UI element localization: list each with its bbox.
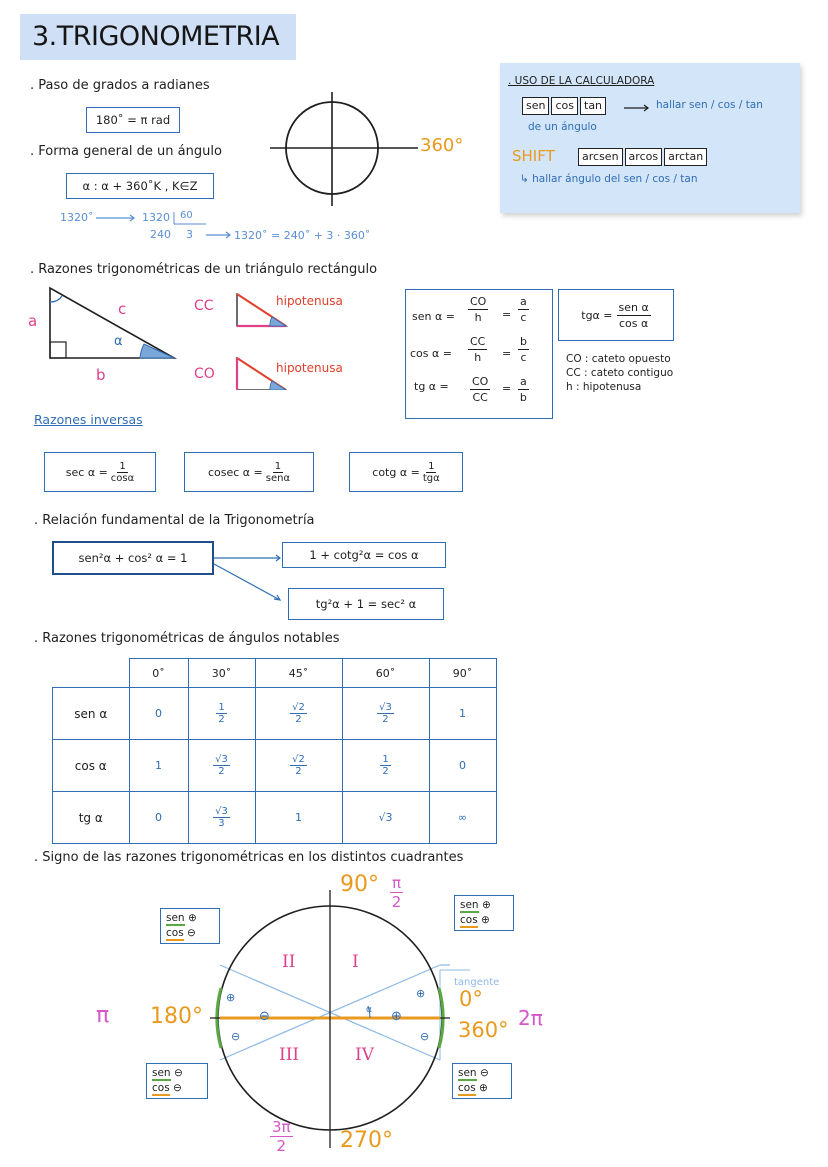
quadIV-cos-sign: ⊕ [479, 1082, 488, 1094]
table-cell [255, 740, 342, 792]
legend-co: CO : cateto opuesto [566, 353, 671, 365]
table-header-cell [53, 659, 130, 688]
table-header-cell: 45˚ [255, 659, 342, 688]
table-header-row [53, 659, 497, 688]
tg-box-num: sen α [618, 300, 649, 314]
table-row [53, 740, 497, 792]
table-cell: 0 [129, 688, 188, 740]
angle-alpha-shade [140, 344, 174, 358]
quadIV-cos: cos [458, 1082, 476, 1094]
sign-minus-III: ⊖ [231, 1030, 241, 1043]
hyp-label-1: hipotenusa [276, 294, 343, 308]
tg-den2: b [519, 391, 527, 404]
side-c: c [118, 300, 127, 318]
quadrant-IV: IV [355, 1045, 374, 1065]
box-tg-identity: tg²α + 1 = sec² α [288, 588, 444, 620]
label-180-deg: 180° [150, 1004, 203, 1029]
table-cell: ∞ [429, 792, 496, 844]
sen-den: h [474, 311, 482, 324]
cotg-lhs: cotg α = [372, 465, 420, 479]
division-dividend: 1320 [142, 211, 170, 224]
quadII-sen-sign: ⊕ [187, 912, 197, 924]
sen-lhs: sen α = [412, 310, 455, 323]
table-cell [188, 688, 255, 740]
cos-num2: b [520, 335, 527, 348]
table-cell [342, 740, 429, 792]
table-cell: 0 [129, 792, 188, 844]
key-tan: tan [580, 97, 606, 115]
legend-h: h : hipotenusa [566, 381, 642, 393]
label-360-deg: 360° [458, 1018, 509, 1042]
tg-num2: a [520, 375, 527, 388]
shift-label: SHIFT [512, 147, 555, 165]
cos-den: h [474, 351, 482, 364]
cos-eq: = [502, 347, 512, 360]
fraction-den: 2 [218, 766, 225, 777]
label-cc: CC [194, 298, 214, 314]
table-row [53, 792, 497, 844]
alpha-label: α [366, 1005, 372, 1015]
table-header-cell: 0˚ [129, 659, 188, 688]
side-a: a [28, 312, 38, 330]
key-arcsen: arcsen [578, 148, 623, 166]
box-forma-general: α : α + 360˚K , K∈Z [66, 173, 214, 199]
angle-alpha: α [114, 334, 123, 349]
cosec-lhs: cosec α = [207, 465, 263, 479]
box-fundamental: sen²α + cos² α = 1 [52, 541, 214, 575]
table-cell [255, 688, 342, 740]
fraction [290, 702, 307, 725]
box-cotg-identity: 1 + cotg²α = cos α [282, 542, 446, 568]
quadrant-II: II [282, 952, 296, 972]
fraction [213, 806, 230, 829]
keys-note-2: de un ángulo [528, 121, 597, 133]
quadIV-sen-sign: ⊖ [479, 1067, 489, 1079]
division-quotient: 3 [186, 228, 193, 241]
label-co: CO [194, 366, 215, 382]
fraction-num: √3 [215, 806, 228, 817]
fraction [216, 702, 226, 725]
arrow-icon [624, 103, 652, 113]
fraction-den: 2 [382, 766, 389, 777]
heading-relacion-fundamental: . Relación fundamental de la Trigonometría [34, 513, 315, 528]
quadII-cos-sign: ⊖ [187, 927, 196, 939]
fraction-den: 2 [295, 714, 302, 725]
notables-table [52, 658, 497, 844]
page-title: 3.TRIGONOMETRIA [20, 14, 296, 60]
hyp-label-2: hipotenusa [276, 361, 343, 375]
sen-num: CO [470, 295, 487, 308]
label-270-rad-num: 3π [272, 1118, 291, 1136]
sign-minus-left: ⊖ [259, 1009, 270, 1024]
tg-box [558, 289, 674, 341]
label-0-deg: 0° [459, 987, 483, 1011]
table-row [53, 688, 497, 740]
sign-plus-II: ⊕ [226, 991, 236, 1004]
table-cell: √3 [342, 792, 429, 844]
table-header-cell: 90˚ [429, 659, 496, 688]
label-270-rad-den: 2 [276, 1137, 287, 1155]
cosec-num: 1 [274, 460, 282, 472]
heading-triangulo: . Razones trigonométricas de un triángulo rectángulo [30, 262, 378, 277]
quad-box-IV [452, 1063, 512, 1099]
legend [566, 352, 673, 394]
cotg-den: tgα [422, 472, 440, 484]
cos-den2: c [520, 351, 527, 364]
cos-lhs: cos α = [410, 347, 452, 360]
quadIII-sen-sign: ⊖ [173, 1067, 183, 1079]
fraction [377, 702, 394, 725]
calculator-heading: . USO DE LA CALCULADORA [508, 75, 655, 87]
side-b: b [96, 366, 106, 384]
fraction [380, 754, 390, 777]
division-remainder: 240 [150, 228, 171, 241]
quadIII-sen: sen [152, 1067, 171, 1079]
fraction-den: 2 [218, 714, 225, 725]
quadIII-cos-sign: ⊖ [173, 1082, 182, 1094]
heading-signo-cuadrantes: . Signo de las razones trigonométricas en los distintos cuadrantes [34, 850, 464, 865]
quad-box-I [454, 895, 514, 931]
cos-num: CC [470, 335, 486, 348]
box-cotg [349, 452, 463, 492]
fraction-num: 1 [218, 702, 225, 713]
label-2pi: 2π [518, 1006, 543, 1030]
keys-note: hallar sen / cos / tan [656, 99, 763, 111]
table-cell: 1 [429, 688, 496, 740]
ratios-box [405, 289, 553, 419]
sen-eq: = [502, 308, 512, 321]
quad-box-II [160, 908, 220, 944]
quadIII-cos: cos [152, 1082, 170, 1094]
table-cell: 0 [429, 740, 496, 792]
quadII-sen: sen [166, 912, 185, 924]
label-90-rad-num: π [392, 874, 402, 892]
quadI-cos-sign: ⊕ [481, 914, 490, 926]
label-270-deg: 270° [340, 1128, 393, 1153]
sign-plus-I: ⊕ [416, 987, 426, 1000]
label-180-rad: π [96, 1003, 110, 1028]
table-cell: 1 [255, 792, 342, 844]
table-cell [188, 740, 255, 792]
fraction-num: √3 [215, 754, 228, 765]
sec-den: cosα [110, 472, 135, 484]
key-arcos: arcos [625, 148, 663, 166]
sec-lhs: sec α = [65, 465, 108, 479]
right-angle-mark [50, 342, 66, 358]
fraction [213, 754, 230, 777]
key-cos: cos [551, 97, 578, 115]
heading-angulos-notables: . Razones trigonométricas de ángulos notables [34, 631, 340, 646]
division-divisor: 60 [180, 210, 193, 221]
heading-grados-radianes: . Paso de grados a radianes [30, 78, 210, 93]
quadI-sen: sen [460, 899, 479, 911]
tg-box-den: cos α [618, 316, 649, 330]
calculator-note [500, 63, 800, 213]
tangente-label: tangente [454, 977, 500, 988]
heading-forma-general: . Forma general de un ángulo [30, 144, 222, 159]
key-arctan: arctan [664, 148, 707, 166]
box-cosec [184, 452, 314, 492]
box-180-pi: 180˚ = π rad [86, 107, 180, 133]
sec-num: 1 [119, 460, 126, 472]
cosec-den: senα [265, 472, 291, 484]
table-cell [342, 688, 429, 740]
quadrant-III: III [279, 1045, 300, 1065]
heading-razones-inversas: Razones inversas [34, 412, 143, 427]
cotg-num: 1 [428, 460, 435, 472]
table-row-label: tg α [53, 792, 130, 844]
fraction-den: 2 [382, 714, 389, 725]
inverse-note: ↳ hallar ángulo del sen / cos / tan [520, 173, 698, 185]
tg-lhs: tg α = [414, 380, 449, 393]
sen-num2: a [520, 295, 527, 308]
example-result: 1320˚ = 240˚ + 3 · 360˚ [234, 229, 371, 242]
tg-num: CO [472, 375, 489, 388]
quadII-cos: cos [166, 927, 184, 939]
fraction-den: 2 [295, 766, 302, 777]
quadI-cos: cos [460, 914, 478, 926]
tg-eq: = [502, 382, 512, 395]
sign-plus-center: ⊕ [391, 1009, 402, 1024]
label-360: 360° [420, 135, 464, 156]
fraction [290, 754, 307, 777]
example-1320: 1320˚ [60, 211, 94, 224]
calculator-keys [522, 97, 606, 115]
fraction-num: √2 [292, 702, 305, 713]
table-row-label: cos α [53, 740, 130, 792]
quad-box-III [146, 1063, 208, 1099]
inverse-keys [578, 148, 707, 166]
sign-minus-IV: ⊖ [420, 1030, 430, 1043]
sen-den2: c [520, 311, 527, 324]
quadI-sen-sign: ⊕ [481, 899, 491, 911]
fraction-num: √3 [379, 702, 392, 713]
fraction-num: 1 [382, 754, 389, 765]
fraction-num: √2 [292, 754, 305, 765]
table-cell [188, 792, 255, 844]
legend-cc: CC : cateto contiguo [566, 367, 674, 379]
table-header-cell: 30˚ [188, 659, 255, 688]
table-header-cell: 60˚ [342, 659, 429, 688]
label-90-deg: 90° [340, 872, 379, 897]
tg-box-lhs: tgα = [581, 308, 613, 322]
tg-den: CC [472, 391, 488, 404]
table-cell: 1 [129, 740, 188, 792]
box-sec [44, 452, 156, 492]
right-triangle-diagram [44, 284, 184, 364]
key-sen: sen [522, 97, 549, 115]
label-90-rad-den: 2 [391, 893, 402, 911]
quadIV-sen: sen [458, 1067, 477, 1079]
fraction-den: 3 [218, 818, 225, 829]
triangle [50, 288, 174, 358]
table-row-label: sen α [53, 688, 130, 740]
quadrant-I: I [352, 952, 359, 972]
